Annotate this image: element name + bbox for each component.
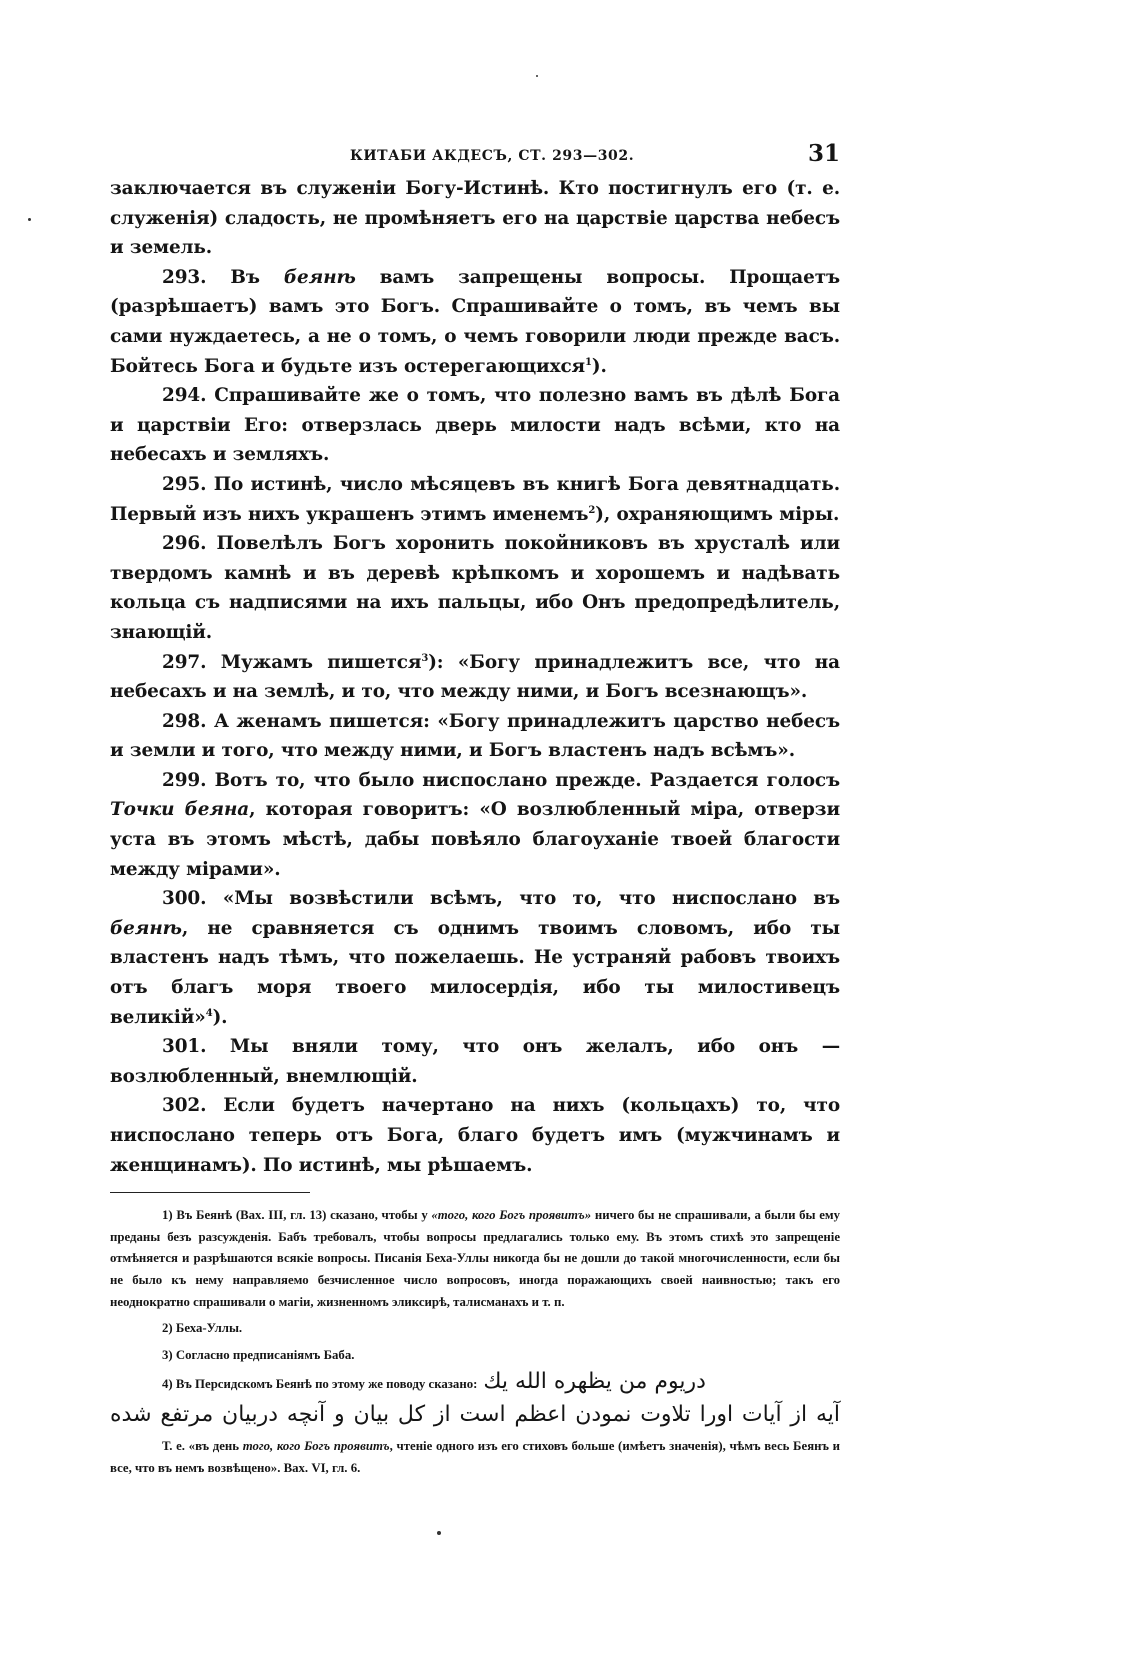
- book-page: [110, 140, 840, 1479]
- page-number: 31: [807, 140, 840, 167]
- footnote-4-persian-inline: دريوم من يظهره الله يك: [483, 1369, 706, 1395]
- footnote-4-persian-line: آيه از آيات اورا تلاوت نمودن اعظم است از كل بيان و آنچه دربيان مرتفع شده: [110, 1401, 840, 1427]
- text-run: 296. Повелѣлъ Богъ хоронить покойниковъ въ хрусталѣ или твердомъ камнѣ и въ деревѣ крѣпкомъ и хорошемъ и надѣвать кольца съ надписями на ихъ пальцы, ибо Онъ предопредѣлитель, знающій.: [110, 533, 840, 643]
- footnote-4-translation: [110, 1436, 840, 1479]
- text-run: ), охраняющимъ міры.: [595, 503, 840, 525]
- text-run: 301. Мы вняли тому, что онъ желалъ, ибо онъ — возлюбленный, внемлющій.: [110, 1036, 840, 1087]
- footnote-ref: 4: [205, 1007, 213, 1019]
- text-run: 300. «Мы возвѣстили всѣмъ, что то, что ниспослано въ: [162, 888, 840, 910]
- paragraph: [110, 1032, 840, 1091]
- text-run: ничего бы не спрашивали, а были бы ему преданы безъ разсужденія. Бабъ требовалъ, чтобы вопросы предлагались только ему. Въ этомъ стихѣ это запрещеніе отмѣняется и разрѣшаются всякіе вопросы. Писанія Беха-Уллы никогда бы не дошли до такой многочисленности, если бы не было къ нему направляемо безчисленное число вопросовъ, иногда поражающихъ своей наивностью; такъ его неоднократно спрашивали о магіи, жизненномъ эликсирѣ, талисманахъ и т. п.: [110, 1208, 841, 1309]
- italic-run: того, кого Богъ проявитъ: [242, 1438, 390, 1453]
- text-run: 299. Вотъ то, что было ниспослано прежде. Раздается голосъ: [162, 769, 840, 791]
- paragraph: [110, 766, 840, 884]
- italic-run: Точки беяна: [110, 799, 250, 821]
- footnote-4-lead: 4) Въ Персидскомъ Беянѣ по этому же поводу сказано:: [162, 1377, 478, 1392]
- italic-run: беянѣ: [110, 917, 182, 939]
- text-run: , которая говоритъ: «О возлюбленный міра, отверзи уста въ этомъ мѣстѣ, дабы повѣяло благоуханіе твоей благости между мірами».: [110, 799, 840, 880]
- footnote-ref: 3: [421, 652, 429, 664]
- text-run: 297. Мужамъ пишется: [162, 651, 422, 673]
- paragraph: [110, 707, 840, 766]
- text-run: , чтеніе одного изъ его стиховъ больше (имѣетъ значенія), чѣмъ весь Беянъ и все, что въ немъ возвѣщено». Вах. VI, гл. 6.: [110, 1438, 840, 1475]
- paragraph: [110, 1091, 840, 1180]
- text-run: , не сравняется съ однимъ твоимъ словомъ, ибо ты властенъ надъ тѣмъ, что пожелаешь. Не устраняй рабовъ твоихъ отъ благъ моря твоего милосердія, ибо ты милостивецъ великій»: [110, 917, 840, 1028]
- page-header: [110, 140, 840, 174]
- text-run: 293. Въ: [162, 266, 284, 288]
- text-run: ): «Богу принадлежитъ все, что на небесахъ и на землѣ, и то, что между ними, и Богъ всезнающъ».: [110, 651, 840, 703]
- footnote-ref: 1: [585, 356, 592, 368]
- text-run: 295. По истинѣ, число мѣсяцевъ въ книгѣ Бога девятнадцать. Первый изъ нихъ украшенъ этимъ именемъ: [110, 473, 840, 525]
- text-run: ).: [212, 1006, 228, 1028]
- running-title: КИТАБИ АКДЕСЪ, СТ. 293—302.: [350, 148, 635, 164]
- footnote-rule: [110, 1192, 310, 1193]
- print-speck: [437, 1531, 441, 1535]
- main-text: [110, 174, 840, 1180]
- paragraph: [110, 174, 840, 263]
- paragraph: [110, 381, 840, 470]
- footnote-1: [110, 1205, 840, 1313]
- text-run: Т. е. «въ день: [162, 1438, 243, 1453]
- text-run: 302. Если будетъ начертано на нихъ (кольцахъ) то, что ниспослано теперь отъ Бога, благо будетъ имъ (мужчинамъ и женщинамъ). По истинѣ, мы рѣшаемъ.: [110, 1095, 840, 1176]
- paragraph: [110, 263, 840, 381]
- italic-run: «того, кого Богъ проявитъ»: [431, 1208, 592, 1223]
- footnote-3: 3) Согласно предписаніямъ Баба.: [162, 1347, 355, 1362]
- paragraph: [110, 884, 840, 1032]
- footnote-2: 2) Беха-Уллы.: [162, 1321, 243, 1336]
- paragraph: [110, 529, 840, 647]
- paragraph: [110, 648, 840, 707]
- italic-run: беянѣ: [283, 266, 356, 288]
- footnotes: [110, 1205, 840, 1479]
- paragraph: [110, 470, 840, 529]
- print-speck: [536, 75, 538, 77]
- text-run: ).: [591, 355, 607, 377]
- text-run: 298. А женамъ пишется: «Богу принадлежитъ царство небесъ и земли и того, что между ними, и Богъ властенъ надъ всѣмъ».: [110, 710, 840, 762]
- text-run: 294. Спрашивайте же о томъ, что полезно вамъ въ дѣлѣ Бога и царствіи Его: отверзлась дверь милости надъ всѣми, кто на небесахъ и земляхъ.: [110, 385, 840, 466]
- text-run: 1) Въ Беянѣ (Вах. III, гл. 13) сказано, чтобы у: [162, 1208, 432, 1223]
- text-run: вамъ запрещены вопросы. Прощаетъ (разрѣшаетъ) вамъ это Богъ. Спрашивайте о томъ, въ чемъ вы сами нуждаетесь, а не о томъ, о чемъ говорили люди прежде васъ. Бойтесь Бога и будьте изъ остерегающихся: [110, 266, 840, 377]
- footnote-4: [110, 1371, 840, 1396]
- footnote-ref: 2: [588, 504, 596, 516]
- text-run: заключается въ служенiи Богу-Истинѣ. Кто постигнулъ его (т. е. служенія) сладость, не промѣняетъ его на царствіе царства небесъ и земель.: [110, 178, 840, 259]
- print-speck: [28, 218, 31, 221]
